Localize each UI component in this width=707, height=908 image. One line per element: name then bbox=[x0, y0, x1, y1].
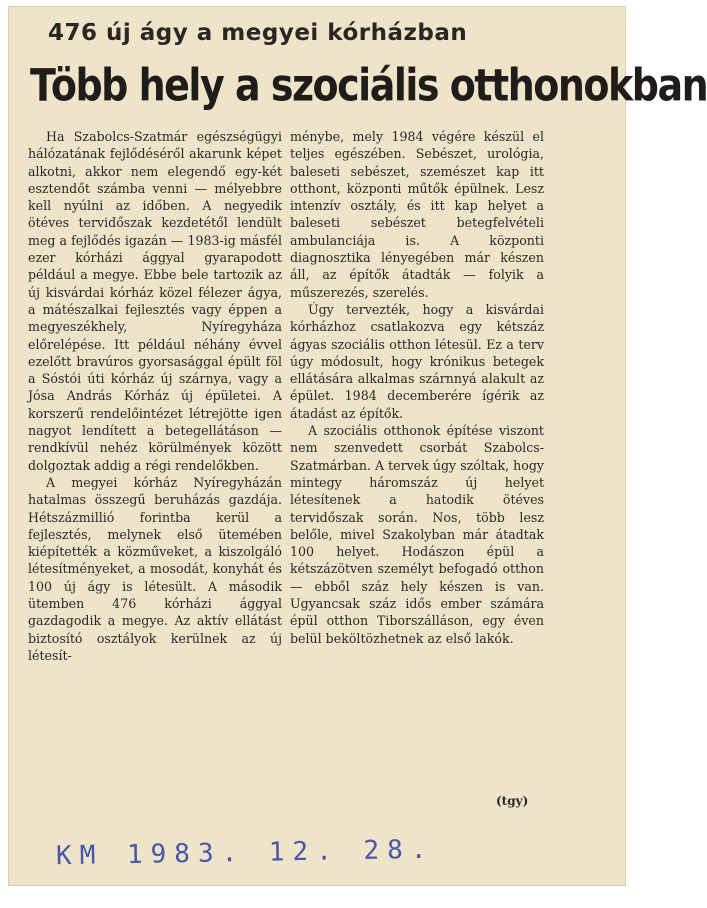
paragraph: Úgy tervezték, hogy a kisvárdai kórházhoz csatlakozva egy kétszáz ágyas szociális otthon létesül. Ez a terv úgy módosult, hogy krónikus betegek ellátására alkalmas szárnnyá alakult az épület. 1984 decemberére ígérik az átadást az építők. bbox=[290, 301, 544, 421]
paragraph: ménybe, mely 1984 végére készül el teljes egészében. Sebészet, urológia, baleseti sebészet, szemészet kap itt otthont, központi műtők épülnek. Lesz intenzív osztály, és itt kap helyet a baleseti sebészet betegfelvételi ambulanciája is. A központi diagnosztika lényegében már készen áll, az építők átadták — folyik a műszerezés, szerelés. bbox=[290, 129, 544, 300]
author-signature: (tgy) bbox=[496, 794, 529, 808]
right-column bbox=[290, 128, 544, 647]
handwritten-date-note: KM 1983. 12. 28. bbox=[55, 834, 435, 872]
paragraph: Ha Szabolcs-Szatmár egészségügyi hálózatának fejlődéséről akarunk képet alkotni, akkor nem elegendő egy-két esztendőt számba venni — mélyebbre kell nyúlni az időben. A negyedik ötéves tervidőszak kezdetétől lendült meg a fejlődés igazán — 1983-ig másfél ezer kórházi ággyal gyarapodott például a megye. Ebbe bele tartozik az új kisvárdai kórház közel félezer ágya, a mátészalkai fejlesztés vagy éppen a megyeszékhely, Nyíregyháza előrelépése. Itt például néhány évvel ezelőtt bravúros gyorsasággal épült föl a Sóstói úti kórház új szárnya, vagy a Jósa András Kórház új épületei. A korszerű rendelőintézet létrejötte igen nagyot lendített a betegellátáson — rendkívül nehéz körülmények között dolgoztak addig a régi rendelőkben. bbox=[28, 129, 282, 473]
article-kicker: 476 új ágy a megyei kórházban bbox=[48, 20, 468, 46]
newspaper-clipping bbox=[8, 6, 707, 886]
paragraph: A szociális otthonok építése viszont nem szenvedett csorbát Szabolcs-Szatmárban. A tervek úgy szóltak, hogy mintegy háromszáz új helyet létesítenek a hatodik ötéves tervidőszak során. Nos, több lesz belőle, mivel Szakolyban már átadtak 100 helyet. Hodászon épül a kétszázötven személyt befogadó otthon — ebből száz hely készen is van. Ugyancsak száz idős ember számára épül otthon Tiborszálláson, egy éven belül beköltözhetnek az első lakók. bbox=[290, 423, 544, 646]
left-column bbox=[28, 128, 282, 664]
article-headline: Több hely a szociális otthonokban bbox=[30, 59, 707, 112]
paragraph: A megyei kórház Nyíregyházán hatalmas összegű beruházás gazdája. Hétszázmillió forintba kerül a fejlesztés, melynek első ütemében kiépítették a közműveket, a kiszolgáló létesítményeket, a mosodát, konyhát és 100 új ágy is létesült. A második ütemben 476 kórházi ággyal gazdagodik a megye. Az aktív ellátást biztosító osztályok kerülnek az új létesít- bbox=[28, 474, 282, 663]
